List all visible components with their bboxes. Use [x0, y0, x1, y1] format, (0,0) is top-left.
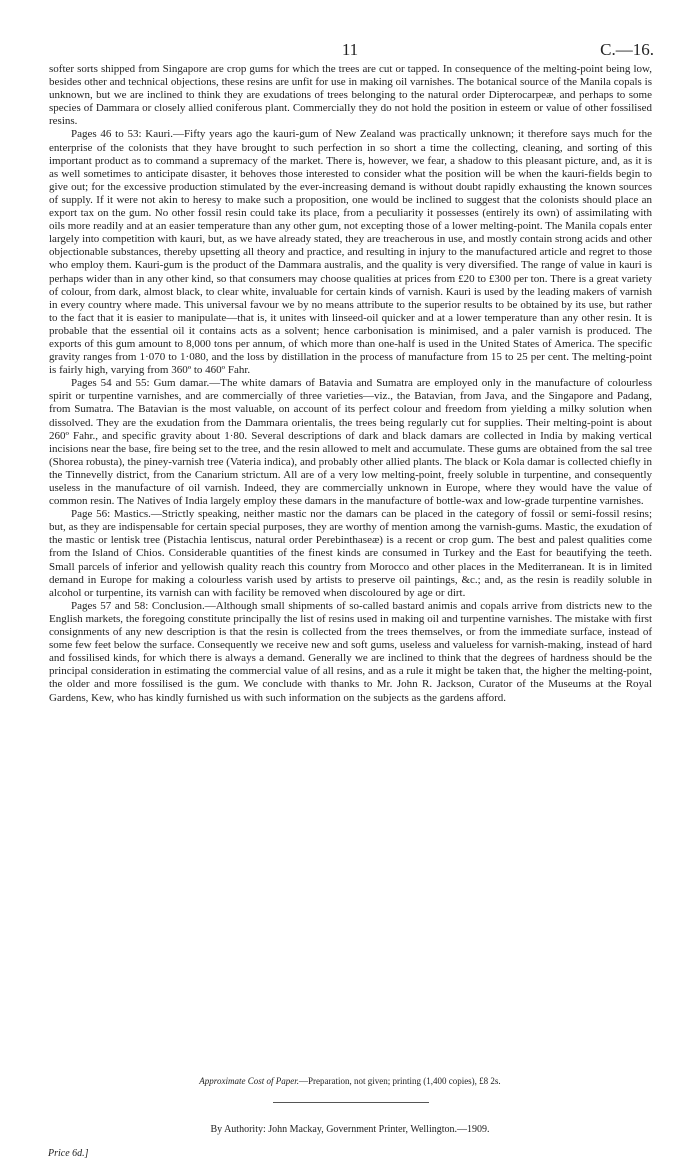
- paragraph-gum-damar: Pages 54 and 55: Gum damar.—The white damars of Batavia and Sumatra are employed only in the manufacture of colourless spirit or turpentine varnishes, and are commercially of three varieties—viz., the Batavian, from Java, and the Singapore and Padang, from Sumatra. The Batavian is the most valuable, on account of its perfect colour and freedom from yielding a milky solution when dissolved. They are the exudation from the Dammara orientalis, the trees being regularly cut for supplies. Their melting-point is about 260º Fahr., and specific gravity about 1·80. Several descriptions of dark and black damars are collected in India by making vertical incisions near the base, fire being set to the tree, and the resin allowed to melt and accumulate. These gums are obtained from the sal tree (Shorea robusta), the piney-varnish tree (Vateria indica), and probably other allied plants. The black or Kola damar is collected chiefly in the Tinnevelly district, from the Canarium strictum. All are of a very low melting-point, freely soluble in turpentine, and consequently useless in the manufacture of oil varnish. Indeed, they are commercially unknown in Europe, where they would have the value of common resin. The Natives of India largely employ these damars in the manufacture of bottle-wax and low-grade turpentine varnishes.: [49, 377, 652, 508]
- paragraph-kauri: Pages 46 to 53: Kauri.—Fifty years ago the kauri-gum of New Zealand was practically unknown; it therefore says much for the enterprise of the colonists that they have brought to such perfection in so short a time the collecting, cleaning, and sorting of this important product as to command a supremacy of the market. There is, however, we fear, a shadow to this pleasant picture, and, as it is as well sometimes to anticipate disaster, it behoves those interested to consider what the position will be when the kauri-fields begin to give out; for the excessive production stimulated by the ever-increasing demand is without doubt rapidly exhausting the known sources of supply. If it were not akin to heresy to make such a proposition, one would be inclined to suggest that the colonists should place an export tax on the gum. No other fossil resin could take its place, from a peculiarity it possesses (entirely its own) of assimilating with oils more readily and at an easier temperature than any other gum, not excepting those of a lower melting-point. The Manila copals enter largely into competition with kauri, but, as we have already stated, they are treacherous in use, and mostly contain strong acids and other objectionable substances, thereby upsetting all theory and practice, and resulting in injury to the manufactured article and regret to those who employ them. Kauri-gum is the product of the Dammara australis, and the quality is very diversified. The range of value in kauri is perhaps wider than in any other kind, so that consumers may choose qualities at prices from £20 to £300 per ton. There is a great variety of colour, from dark, almost black, to clear white, invaluable for certain kinds of varnish. Kauri is used by the leading makers of varnish in every country where made. This universal favour we by no means attribute to the superior results to be obtained by its use, but rather to the fact that it is easier to manipulate—that is, it unites with linseed-oil quicker and at a lower temperature than any other resin. It is probable that the essential oil it contains acts as a solvent; hence carbonisation is minimised, and a paler varnish is produced. The exports of this gum amount to 8,000 tons per annum, of which more than one-half is used in the United States of America. The specific gravity ranges from 1·070 to 1·080, and the loss by distillation in the process of manufacture from 15 to 25 per cent. The melting-point is fairly high, varying from 360º to 460º Fahr.: [49, 128, 652, 377]
- paragraph-manila-copals-continued: softer sorts shipped from Singapore are crop gums for which the trees are cut or tapped. In consequence of the melting-point being low, besides other and technical objections, these resins are unfit for use in making oil varnishes. The botanical source of the Manila copals is unknown, but we are inclined to think they are exudations of trees belonging to the natural order Dipterocarpeæ, and perhaps to some species of Dammara or closely allied coniferous plant. Commercially they do not hold the position in esteem or value of other fossilised resins.: [49, 63, 652, 128]
- page-header: [0, 40, 700, 64]
- document-code: C.—16.: [600, 40, 654, 59]
- page-number: 11: [341, 40, 359, 59]
- cost-of-paper-note: [0, 1076, 700, 1086]
- cost-of-paper-label: Approximate Cost of Paper.: [199, 1076, 299, 1086]
- body-text: [49, 63, 652, 705]
- paragraph-conclusion: Pages 57 and 58: Conclusion.—Although small shipments of so-called bastard animis and copals arrive from districts new to the English markets, the foregoing constitute principally the list of resins used in making oil and turpentine varnishes. The mistake with first consignments of any new description is that the resin is collected from the trees themselves, or from the immediate surface, instead of some few feet below the surface. Consequently we receive new and soft gums, useless and valueless for varnish-making, instead of hard and fossilised kinds, for which there is always a demand. Generally we are inclined to think that the degrees of hardness should be the principal consideration in estimating the commercial value of all resins, and as a rule it might be taken that, the higher the melting-point, the older and more fossilised is the gum. We conclude with thanks to Mr. John R. Jackson, Curator of the Museums at the Royal Gardens, Kew, who has kindly furnished us with such information on the subjects as the gardens afford.: [49, 599, 652, 704]
- paragraph-mastics: Page 56: Mastics.—Strictly speaking, neither mastic nor the damars can be placed in the category of fossil or semi-fossil resins; but, as they are indispensable for certain special purposes, they are worthy of mention among the varnish-gums. Mastic, the exudation of the mastic or lentisk tree (Pistachia lentiscus, natural order Perebinthaseæ) is a recent or crop gum. The best and palest qualities come from the Island of Chios. Considerable quantities of the finest kinds are consumed in Turkey and the East for beautifying the teeth. Small parcels of inferior and yellowish quality reach this country from Morocco and other places in the Mediterranean. It is in limited demand in Europe for making a colourless varish used by artists to preserve oil paintings, &c.; and, as the resin is readily soluble in alcohol or turpentine, its varnish can with facility be removed when discoloured by age or dirt.: [49, 508, 652, 599]
- cost-of-paper-text: —Preparation, not given; printing (1,400 copies), £8 2s.: [298, 1076, 501, 1086]
- printer-authority-line: By Authority: John Mackay, Government Printer, Wellington.—1909.: [210, 1124, 490, 1135]
- footer-divider: [273, 1102, 429, 1103]
- price-label: Price 6d.]: [48, 1148, 89, 1159]
